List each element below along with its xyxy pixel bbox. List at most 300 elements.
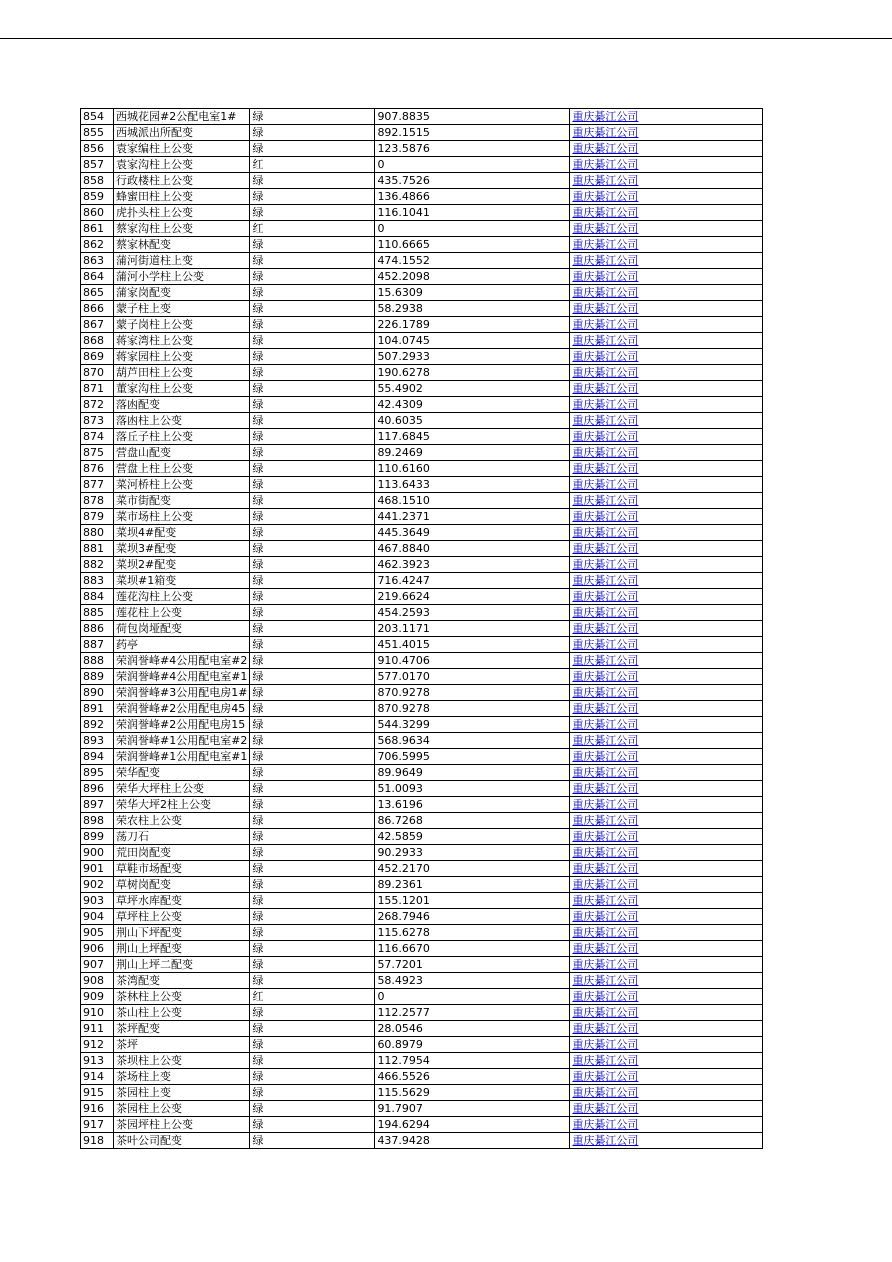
- value-cell: 112.2577: [375, 1005, 570, 1021]
- row-number: 865: [81, 285, 114, 301]
- value-cell: 115.5629: [375, 1085, 570, 1101]
- company-link[interactable]: 重庆綦江公司: [572, 1118, 639, 1131]
- row-number: 889: [81, 669, 114, 685]
- status-cell: 绿: [250, 285, 375, 301]
- company-link[interactable]: 重庆綦江公司: [572, 558, 639, 571]
- status-cell: 绿: [250, 269, 375, 285]
- status-cell: 绿: [250, 957, 375, 973]
- status-cell: 红: [250, 221, 375, 237]
- table-row: [81, 845, 763, 861]
- table-row: [81, 701, 763, 717]
- company-link[interactable]: 重庆綦江公司: [572, 862, 639, 875]
- status-cell: 绿: [250, 909, 375, 925]
- row-number: 917: [81, 1117, 114, 1133]
- company-link[interactable]: 重庆綦江公司: [572, 846, 639, 859]
- status-cell: 绿: [250, 173, 375, 189]
- company-cell: [570, 349, 763, 365]
- device-name-cell: 荣润誉峰#4公用配电室#1: [114, 669, 250, 685]
- company-link[interactable]: 重庆綦江公司: [572, 1006, 639, 1019]
- table-row: [81, 893, 763, 909]
- company-cell: [570, 845, 763, 861]
- table-row: [81, 349, 763, 365]
- company-link[interactable]: 重庆綦江公司: [572, 1086, 639, 1099]
- company-cell: [570, 205, 763, 221]
- company-link[interactable]: 重庆綦江公司: [572, 622, 639, 635]
- value-cell: 0: [375, 157, 570, 173]
- device-name-cell: 茶园柱上公变: [114, 1101, 250, 1117]
- company-link[interactable]: 重庆綦江公司: [572, 814, 639, 827]
- company-cell: [570, 157, 763, 173]
- company-cell: [570, 1085, 763, 1101]
- device-name-cell: 荣润誉峰#3公用配电房1#: [114, 685, 250, 701]
- company-cell: [570, 237, 763, 253]
- row-number: 908: [81, 973, 114, 989]
- value-cell: 57.7201: [375, 957, 570, 973]
- value-cell: 89.2361: [375, 877, 570, 893]
- value-cell: 892.1515: [375, 125, 570, 141]
- device-name-cell: 荆山上坪配变: [114, 941, 250, 957]
- company-link[interactable]: 重庆綦江公司: [572, 174, 639, 187]
- company-link[interactable]: 重庆綦江公司: [572, 1038, 639, 1051]
- company-link[interactable]: 重庆綦江公司: [572, 670, 639, 683]
- table-row: [81, 445, 763, 461]
- device-name-cell: 茶叶公司配变: [114, 1133, 250, 1149]
- company-cell: [570, 637, 763, 653]
- company-link[interactable]: 重庆綦江公司: [572, 334, 639, 347]
- status-cell: 绿: [250, 1069, 375, 1085]
- company-cell: [570, 141, 763, 157]
- status-cell: 绿: [250, 413, 375, 429]
- row-number: 866: [81, 301, 114, 317]
- device-name-cell: 荣润誉峰#4公用配电室#2: [114, 653, 250, 669]
- device-name-cell: 莲花柱上公变: [114, 605, 250, 621]
- value-cell: 90.2933: [375, 845, 570, 861]
- table-row: [81, 509, 763, 525]
- company-link[interactable]: 重庆綦江公司: [572, 222, 639, 235]
- table-row: [81, 317, 763, 333]
- company-cell: [570, 957, 763, 973]
- company-cell: [570, 573, 763, 589]
- value-cell: 452.2098: [375, 269, 570, 285]
- company-link[interactable]: 重庆綦江公司: [572, 142, 639, 155]
- company-link[interactable]: 重庆綦江公司: [572, 942, 639, 955]
- value-cell: 58.2938: [375, 301, 570, 317]
- value-cell: 104.0745: [375, 333, 570, 349]
- company-link[interactable]: 重庆綦江公司: [572, 766, 639, 779]
- value-cell: 51.0093: [375, 781, 570, 797]
- company-cell: [570, 1069, 763, 1085]
- company-link[interactable]: 重庆綦江公司: [572, 686, 639, 699]
- value-cell: 441.2371: [375, 509, 570, 525]
- company-link[interactable]: 重庆綦江公司: [572, 878, 639, 891]
- transformer-table: [80, 108, 763, 1149]
- company-cell: [570, 493, 763, 509]
- table-row: [81, 141, 763, 157]
- device-name-cell: 茶园柱上变: [114, 1085, 250, 1101]
- table-row: [81, 173, 763, 189]
- device-name-cell: 蒋家园柱上公变: [114, 349, 250, 365]
- row-number: 867: [81, 317, 114, 333]
- status-cell: 绿: [250, 237, 375, 253]
- company-cell: [570, 285, 763, 301]
- status-cell: 绿: [250, 1037, 375, 1053]
- company-cell: [570, 989, 763, 1005]
- status-cell: 绿: [250, 317, 375, 333]
- company-link[interactable]: 重庆綦江公司: [572, 238, 639, 251]
- row-number: 904: [81, 909, 114, 925]
- row-number: 899: [81, 829, 114, 845]
- device-name-cell: 茶坝柱上公变: [114, 1053, 250, 1069]
- value-cell: 28.0546: [375, 1021, 570, 1037]
- row-number: 886: [81, 621, 114, 637]
- company-link[interactable]: 重庆綦江公司: [572, 1134, 639, 1147]
- table-row: [81, 717, 763, 733]
- table-row: [81, 685, 763, 701]
- value-cell: 116.1041: [375, 205, 570, 221]
- company-cell: [570, 525, 763, 541]
- device-name-cell: 落丘子柱上公变: [114, 429, 250, 445]
- company-link[interactable]: 重庆綦江公司: [572, 382, 639, 395]
- company-link[interactable]: 重庆綦江公司: [572, 910, 639, 923]
- row-number: 877: [81, 477, 114, 493]
- row-number: 897: [81, 797, 114, 813]
- company-cell: [570, 973, 763, 989]
- value-cell: 110.6665: [375, 237, 570, 253]
- status-cell: 绿: [250, 717, 375, 733]
- table-row: [81, 269, 763, 285]
- row-number: 906: [81, 941, 114, 957]
- company-link[interactable]: 重庆綦江公司: [572, 510, 639, 523]
- company-link[interactable]: 重庆綦江公司: [572, 430, 639, 443]
- company-link[interactable]: 重庆綦江公司: [572, 302, 639, 315]
- value-cell: 706.5995: [375, 749, 570, 765]
- value-cell: 190.6278: [375, 365, 570, 381]
- company-link[interactable]: 重庆綦江公司: [572, 206, 639, 219]
- value-cell: 89.2469: [375, 445, 570, 461]
- company-link[interactable]: 重庆綦江公司: [572, 830, 639, 843]
- value-cell: 91.7907: [375, 1101, 570, 1117]
- row-number: 878: [81, 493, 114, 509]
- status-cell: 绿: [250, 733, 375, 749]
- status-cell: 绿: [250, 429, 375, 445]
- value-cell: 468.1510: [375, 493, 570, 509]
- table-row: [81, 813, 763, 829]
- status-cell: 绿: [250, 509, 375, 525]
- status-cell: 绿: [250, 381, 375, 397]
- status-cell: 绿: [250, 1085, 375, 1101]
- company-cell: [570, 1037, 763, 1053]
- company-cell: [570, 509, 763, 525]
- table-row: [81, 1101, 763, 1117]
- company-link[interactable]: 重庆綦江公司: [572, 702, 639, 715]
- device-name-cell: 董家沟柱上公变: [114, 381, 250, 397]
- company-cell: [570, 461, 763, 477]
- company-link[interactable]: 重庆綦江公司: [572, 654, 639, 667]
- company-cell: [570, 557, 763, 573]
- company-link[interactable]: 重庆綦江公司: [572, 798, 639, 811]
- device-name-cell: 蒲家岗配变: [114, 285, 250, 301]
- row-number: 910: [81, 1005, 114, 1021]
- row-number: 885: [81, 605, 114, 621]
- table-row: [81, 1069, 763, 1085]
- device-name-cell: 蔡家沟柱上公变: [114, 221, 250, 237]
- value-cell: 89.9649: [375, 765, 570, 781]
- table-row: [81, 653, 763, 669]
- table-row: [81, 1021, 763, 1037]
- table-row: [81, 781, 763, 797]
- device-name-cell: 西城派出所配变: [114, 125, 250, 141]
- row-number: 868: [81, 333, 114, 349]
- company-cell: [570, 717, 763, 733]
- value-cell: 194.6294: [375, 1117, 570, 1133]
- company-link[interactable]: 重庆綦江公司: [572, 286, 639, 299]
- value-cell: 452.2170: [375, 861, 570, 877]
- row-number: 901: [81, 861, 114, 877]
- value-cell: 113.6433: [375, 477, 570, 493]
- row-number: 903: [81, 893, 114, 909]
- company-link[interactable]: 重庆綦江公司: [572, 366, 639, 379]
- company-cell: [570, 701, 763, 717]
- device-name-cell: 行政楼柱上公变: [114, 173, 250, 189]
- status-cell: 绿: [250, 749, 375, 765]
- value-cell: 0: [375, 221, 570, 237]
- row-number: 864: [81, 269, 114, 285]
- company-cell: [570, 797, 763, 813]
- table-row: [81, 253, 763, 269]
- row-number: 911: [81, 1021, 114, 1037]
- table-row: [81, 381, 763, 397]
- device-name-cell: 蒲河小学柱上公变: [114, 269, 250, 285]
- company-cell: [570, 861, 763, 877]
- table-row: [81, 413, 763, 429]
- device-name-cell: 茶坪配变: [114, 1021, 250, 1037]
- row-number: 909: [81, 989, 114, 1005]
- row-number: 894: [81, 749, 114, 765]
- company-link[interactable]: 重庆綦江公司: [572, 734, 639, 747]
- value-cell: 226.1789: [375, 317, 570, 333]
- row-number: 918: [81, 1133, 114, 1149]
- device-name-cell: 荷包岗垭配变: [114, 621, 250, 637]
- company-link[interactable]: 重庆綦江公司: [572, 446, 639, 459]
- company-link[interactable]: 重庆綦江公司: [572, 494, 639, 507]
- device-name-cell: 草树岗配变: [114, 877, 250, 893]
- value-cell: 136.4866: [375, 189, 570, 205]
- value-cell: 40.6035: [375, 413, 570, 429]
- status-cell: 绿: [250, 701, 375, 717]
- device-name-cell: 菜坝#1箱变: [114, 573, 250, 589]
- company-cell: [570, 925, 763, 941]
- status-cell: 绿: [250, 621, 375, 637]
- row-number: 895: [81, 765, 114, 781]
- company-link[interactable]: 重庆綦江公司: [572, 750, 639, 763]
- value-cell: 445.3649: [375, 525, 570, 541]
- company-cell: [570, 1117, 763, 1133]
- row-number: 871: [81, 381, 114, 397]
- company-cell: [570, 653, 763, 669]
- status-cell: 绿: [250, 333, 375, 349]
- table-row: [81, 733, 763, 749]
- company-cell: [570, 813, 763, 829]
- table-row: [81, 1053, 763, 1069]
- device-name-cell: 蜂蜜田柱上公变: [114, 189, 250, 205]
- company-link[interactable]: 重庆綦江公司: [572, 254, 639, 267]
- company-link[interactable]: 重庆綦江公司: [572, 990, 639, 1003]
- table-row: [81, 877, 763, 893]
- table-row: [81, 557, 763, 573]
- table-row: [81, 1085, 763, 1101]
- status-cell: 绿: [250, 125, 375, 141]
- row-number: 880: [81, 525, 114, 541]
- status-cell: 绿: [250, 541, 375, 557]
- company-link[interactable]: 重庆綦江公司: [572, 926, 639, 939]
- company-cell: [570, 893, 763, 909]
- company-cell: [570, 269, 763, 285]
- company-link[interactable]: 重庆綦江公司: [572, 318, 639, 331]
- company-link[interactable]: 重庆綦江公司: [572, 958, 639, 971]
- company-cell: [570, 317, 763, 333]
- company-link[interactable]: 重庆綦江公司: [572, 270, 639, 283]
- table-row: [81, 109, 763, 125]
- status-cell: 红: [250, 157, 375, 173]
- row-number: 907: [81, 957, 114, 973]
- company-link[interactable]: 重庆綦江公司: [572, 1102, 639, 1115]
- company-cell: [570, 365, 763, 381]
- table-row: [81, 989, 763, 1005]
- company-cell: [570, 333, 763, 349]
- row-number: 914: [81, 1069, 114, 1085]
- device-name-cell: 菜坝2#配变: [114, 557, 250, 573]
- row-number: 863: [81, 253, 114, 269]
- company-cell: [570, 1133, 763, 1149]
- row-number: 883: [81, 573, 114, 589]
- company-link[interactable]: 重庆綦江公司: [572, 526, 639, 539]
- row-number: 893: [81, 733, 114, 749]
- value-cell: 716.4247: [375, 573, 570, 589]
- status-cell: 绿: [250, 445, 375, 461]
- value-cell: 110.6160: [375, 461, 570, 477]
- table-row: [81, 493, 763, 509]
- device-name-cell: 茶湾配变: [114, 973, 250, 989]
- table-row: [81, 397, 763, 413]
- company-link[interactable]: 重庆綦江公司: [572, 478, 639, 491]
- company-link[interactable]: 重庆綦江公司: [572, 590, 639, 603]
- status-cell: 绿: [250, 365, 375, 381]
- value-cell: 474.1552: [375, 253, 570, 269]
- company-link[interactable]: 重庆綦江公司: [572, 638, 639, 651]
- company-link[interactable]: 重庆綦江公司: [572, 1022, 639, 1035]
- company-link[interactable]: 重庆綦江公司: [572, 126, 639, 139]
- company-cell: [570, 733, 763, 749]
- company-cell: [570, 429, 763, 445]
- row-number: 913: [81, 1053, 114, 1069]
- status-cell: 绿: [250, 877, 375, 893]
- status-cell: 绿: [250, 493, 375, 509]
- table-body: [81, 109, 763, 1149]
- company-link[interactable]: 重庆綦江公司: [572, 414, 639, 427]
- row-number: 874: [81, 429, 114, 445]
- company-link[interactable]: 重庆綦江公司: [572, 542, 639, 555]
- value-cell: 115.6278: [375, 925, 570, 941]
- device-name-cell: 茶坪: [114, 1037, 250, 1053]
- row-number: 876: [81, 461, 114, 477]
- company-link[interactable]: 重庆綦江公司: [572, 1070, 639, 1083]
- company-link[interactable]: 重庆綦江公司: [572, 894, 639, 907]
- company-cell: [570, 397, 763, 413]
- status-cell: 绿: [250, 781, 375, 797]
- table-row: [81, 797, 763, 813]
- device-name-cell: 菜坝3#配变: [114, 541, 250, 557]
- company-link[interactable]: 重庆綦江公司: [572, 158, 639, 171]
- row-number: 892: [81, 717, 114, 733]
- company-cell: [570, 1053, 763, 1069]
- row-number: 875: [81, 445, 114, 461]
- company-link[interactable]: 重庆綦江公司: [572, 190, 639, 203]
- status-cell: 绿: [250, 189, 375, 205]
- company-link[interactable]: 重庆綦江公司: [572, 782, 639, 795]
- company-link[interactable]: 重庆綦江公司: [572, 718, 639, 731]
- value-cell: 507.2933: [375, 349, 570, 365]
- status-cell: 绿: [250, 253, 375, 269]
- table-row: [81, 333, 763, 349]
- status-cell: 绿: [250, 557, 375, 573]
- status-cell: 绿: [250, 669, 375, 685]
- company-link[interactable]: 重庆綦江公司: [572, 110, 639, 123]
- company-cell: [570, 749, 763, 765]
- value-cell: 568.9634: [375, 733, 570, 749]
- company-link[interactable]: 重庆綦江公司: [572, 606, 639, 619]
- device-name-cell: 荣润誉峰#2公用配电房45: [114, 701, 250, 717]
- table-row: [81, 461, 763, 477]
- row-number: 890: [81, 685, 114, 701]
- table-row: [81, 125, 763, 141]
- status-cell: 绿: [250, 813, 375, 829]
- value-cell: 117.6845: [375, 429, 570, 445]
- row-number: 858: [81, 173, 114, 189]
- company-link[interactable]: 重庆綦江公司: [572, 462, 639, 475]
- table-row: [81, 237, 763, 253]
- device-name-cell: 蒙子岗柱上公变: [114, 317, 250, 333]
- row-number: 854: [81, 109, 114, 125]
- value-cell: 116.6670: [375, 941, 570, 957]
- value-cell: 58.4923: [375, 973, 570, 989]
- table-row: [81, 861, 763, 877]
- company-link[interactable]: 重庆綦江公司: [572, 1054, 639, 1067]
- company-link[interactable]: 重庆綦江公司: [572, 574, 639, 587]
- status-cell: 绿: [250, 477, 375, 493]
- row-number: 857: [81, 157, 114, 173]
- company-cell: [570, 253, 763, 269]
- table-row: [81, 637, 763, 653]
- device-name-cell: 菜市街配变: [114, 493, 250, 509]
- status-cell: 绿: [250, 845, 375, 861]
- value-cell: 15.6309: [375, 285, 570, 301]
- status-cell: 绿: [250, 141, 375, 157]
- table-row: [81, 365, 763, 381]
- device-name-cell: 落凼柱上公变: [114, 413, 250, 429]
- status-cell: 绿: [250, 205, 375, 221]
- device-name-cell: 虎扑头柱上公变: [114, 205, 250, 221]
- row-number: 898: [81, 813, 114, 829]
- company-cell: [570, 781, 763, 797]
- company-link[interactable]: 重庆綦江公司: [572, 974, 639, 987]
- row-number: 882: [81, 557, 114, 573]
- company-link[interactable]: 重庆綦江公司: [572, 350, 639, 363]
- row-number: 862: [81, 237, 114, 253]
- company-link[interactable]: 重庆綦江公司: [572, 398, 639, 411]
- device-name-cell: 菜市场柱上公变: [114, 509, 250, 525]
- device-name-cell: 茶场柱上变: [114, 1069, 250, 1085]
- table-row: [81, 1005, 763, 1021]
